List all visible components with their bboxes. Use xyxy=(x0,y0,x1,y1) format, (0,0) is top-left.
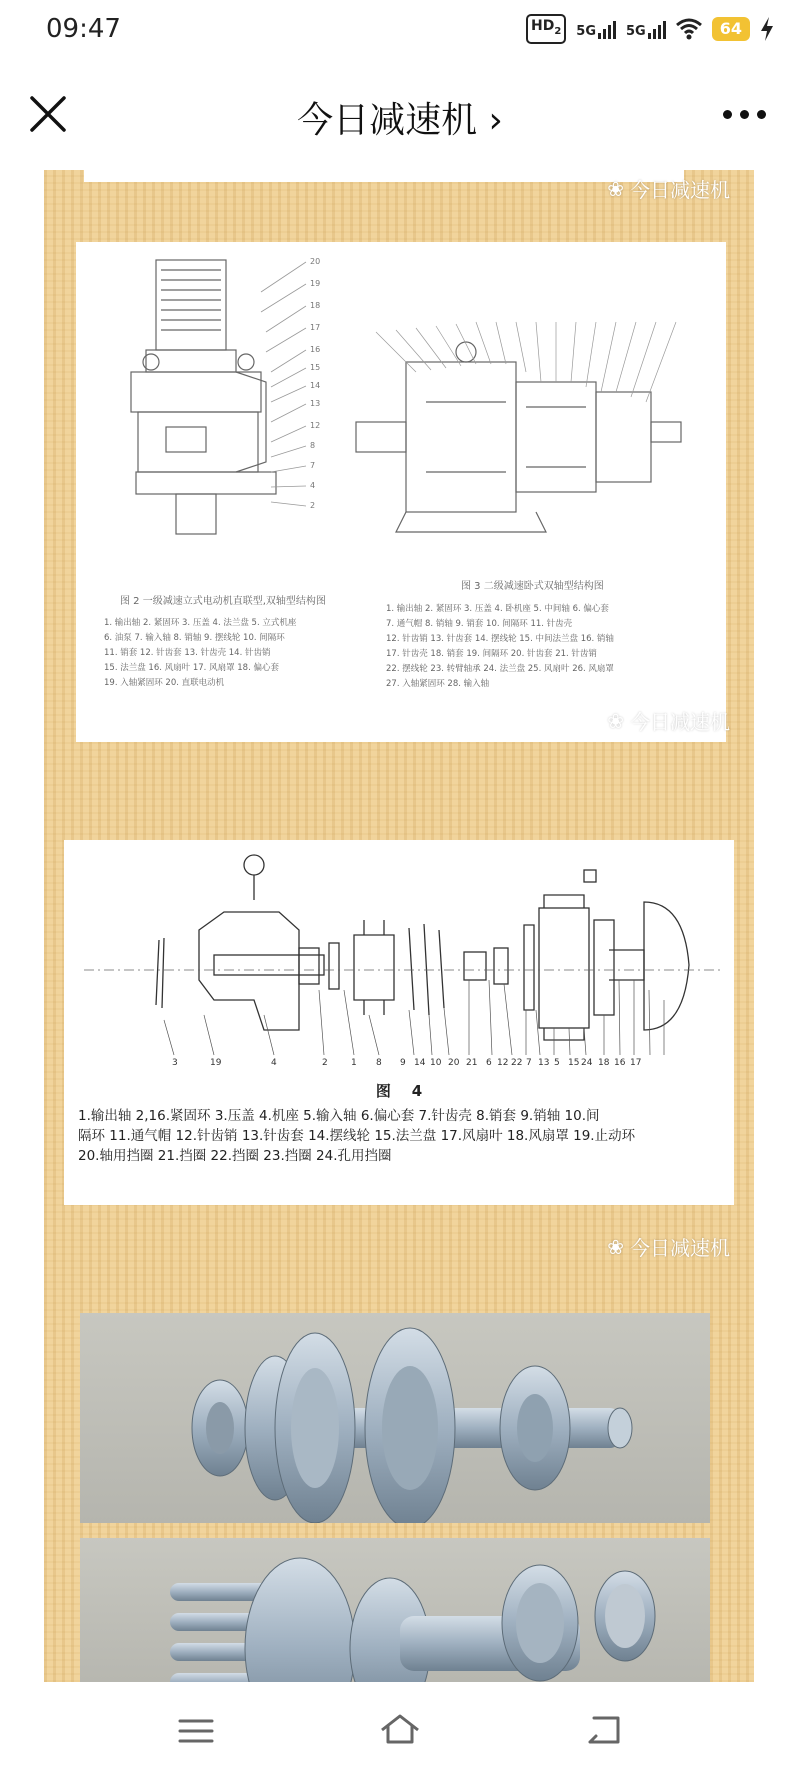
part-number: 10 xyxy=(430,1058,442,1068)
svg-text:18: 18 xyxy=(310,301,321,310)
legend-line: 隔环 11.通气帽 12.针齿销 13.针齿套 14.摆线轮 15.法兰盘 17.风扇叶 18.风扇罩 19.止动环 xyxy=(78,1128,636,1144)
article-content[interactable] xyxy=(44,170,754,1682)
status-time: 09:47 xyxy=(46,14,121,44)
watermark: ❀ 今日减速机 xyxy=(607,1234,730,1260)
back-icon[interactable] xyxy=(584,1714,624,1746)
menu-icon[interactable] xyxy=(176,1716,216,1746)
legend-line: 11. 销套 12. 针齿套 13. 针齿壳 14. 针齿销 xyxy=(104,648,271,658)
figure-4-exploded-view xyxy=(64,840,734,1095)
3d-render-shaft-assembly-2 xyxy=(80,1538,710,1682)
figure-panel-2 xyxy=(64,840,734,1205)
previous-image-bottom xyxy=(84,170,684,182)
svg-text:14: 14 xyxy=(310,381,321,390)
hd-voice-icon: $HD_2$ xyxy=(526,14,566,44)
legend-line: 1.输出轴 2,16.紧固环 3.压盖 4.机座 5.输入轴 6.偏心套 7.针齿壳 8.销套 9.销轴 10.间 xyxy=(78,1108,600,1124)
legend-line: 22. 摆线轮 23. 转臂轴承 24. 法兰盘 25. 风扇叶 26. 风扇罩 xyxy=(386,664,614,674)
system-nav-bar xyxy=(0,1682,800,1778)
legend-line: 12. 针齿销 13. 针齿套 14. 摆线轮 15. 中间法兰盘 16. 销轴 xyxy=(386,634,614,644)
part-number: 21 xyxy=(466,1058,478,1068)
top-nav xyxy=(0,62,800,170)
battery-indicator: 64 xyxy=(712,17,750,41)
status-bar xyxy=(0,0,800,62)
svg-text:4: 4 xyxy=(310,481,316,490)
svg-text:19: 19 xyxy=(310,279,321,288)
part-number: 9 xyxy=(400,1058,406,1068)
signal-icon-2: 5G xyxy=(626,19,666,39)
figure-2-caption: 图 2 一级减速立式电动机直联型,双轴型结构图 xyxy=(120,596,326,607)
home-icon[interactable] xyxy=(378,1712,422,1746)
wifi-icon xyxy=(676,18,702,40)
part-number: 19 xyxy=(210,1058,222,1068)
part-number: 17 xyxy=(630,1058,642,1068)
figure-2-drawing xyxy=(76,242,726,582)
3d-render-shaft-assembly-1 xyxy=(80,1313,710,1523)
signal-icon-1: 5G xyxy=(576,19,616,39)
part-number: 16 xyxy=(614,1058,626,1068)
wechat-icon: ❀ xyxy=(607,1234,624,1259)
part-number: 2 xyxy=(322,1058,328,1068)
svg-text:8: 8 xyxy=(310,441,316,450)
part-number: 8 xyxy=(376,1058,382,1068)
svg-text:13: 13 xyxy=(310,399,321,408)
part-number: 24 xyxy=(581,1058,593,1068)
wechat-icon: ❀ xyxy=(607,708,624,733)
wechat-icon: ❀ xyxy=(607,176,624,201)
charging-icon xyxy=(760,17,774,41)
legend-line: 1. 输出轴 2. 紧固环 3. 压盖 4. 法兰盘 5. 立式机座 xyxy=(104,618,297,628)
figure-2-legend xyxy=(104,616,374,691)
page-title[interactable]: 今日减速机 › xyxy=(297,100,503,141)
figure-4-part-numbers xyxy=(64,1058,734,1074)
watermark: ❀ 今日减速机 xyxy=(607,176,730,202)
svg-text:12: 12 xyxy=(310,421,321,430)
svg-text:16: 16 xyxy=(310,345,321,354)
figure-3-legend xyxy=(386,602,716,692)
legend-line: 17. 针齿壳 18. 销套 19. 间隔环 20. 针齿套 21. 针齿销 xyxy=(386,649,597,659)
legend-line: 27. 入轴紧固环 28. 输入轴 xyxy=(386,679,490,689)
part-number: 6 xyxy=(486,1058,492,1068)
part-number: 15 xyxy=(568,1058,580,1068)
eccentric-shaft-render xyxy=(80,1538,710,1682)
legend-line: 7. 通气帽 8. 销轴 9. 销套 10. 间隔环 11. 针齿壳 xyxy=(386,619,573,629)
part-number: 1 xyxy=(351,1058,357,1068)
part-number: 5 xyxy=(554,1058,560,1068)
svg-text:15: 15 xyxy=(310,363,321,372)
watermark: ❀ 今日减速机 xyxy=(607,708,730,734)
part-number: 18 xyxy=(598,1058,610,1068)
part-number: 12 xyxy=(497,1058,509,1068)
part-number: 14 xyxy=(414,1058,426,1068)
more-options-icon[interactable] xyxy=(723,110,766,119)
figure-4-legend xyxy=(78,1106,728,1166)
figure-3-caption: 图 3 二级减速卧式双轴型结构图 xyxy=(461,581,604,592)
part-number: 20 xyxy=(448,1058,460,1068)
legend-line: 6. 油泵 7. 输入轴 8. 销轴 9. 摆线轮 10. 间隔环 xyxy=(104,633,285,643)
legend-line: 15. 法兰盘 16. 风扇叶 17. 风扇罩 18. 偏心套 xyxy=(104,663,279,673)
legend-line: 20.轴用挡圈 21.挡圈 22.挡圈 23.挡圈 24.孔用挡圈 xyxy=(78,1148,392,1164)
figure-4-title: 图 4 xyxy=(375,1082,423,1100)
part-number: 13 xyxy=(538,1058,550,1068)
part-number: 4 xyxy=(271,1058,277,1068)
part-number: 22 xyxy=(511,1058,523,1068)
part-number: 3 xyxy=(172,1058,178,1068)
legend-line: 19. 入轴紧固环 20. 直联电动机 xyxy=(104,678,225,688)
svg-text:17: 17 xyxy=(310,323,321,332)
figure-panel-1 xyxy=(76,242,726,742)
svg-text:20: 20 xyxy=(310,257,321,266)
status-icons xyxy=(526,14,774,44)
part-number: 7 xyxy=(526,1058,532,1068)
svg-text:2: 2 xyxy=(310,501,316,510)
shaft-assembly-render xyxy=(80,1313,710,1523)
svg-text:7: 7 xyxy=(310,461,316,470)
legend-line: 1. 输出轴 2. 紧固环 3. 压盖 4. 卧机座 5. 中间轴 6. 偏心套 xyxy=(386,604,609,614)
